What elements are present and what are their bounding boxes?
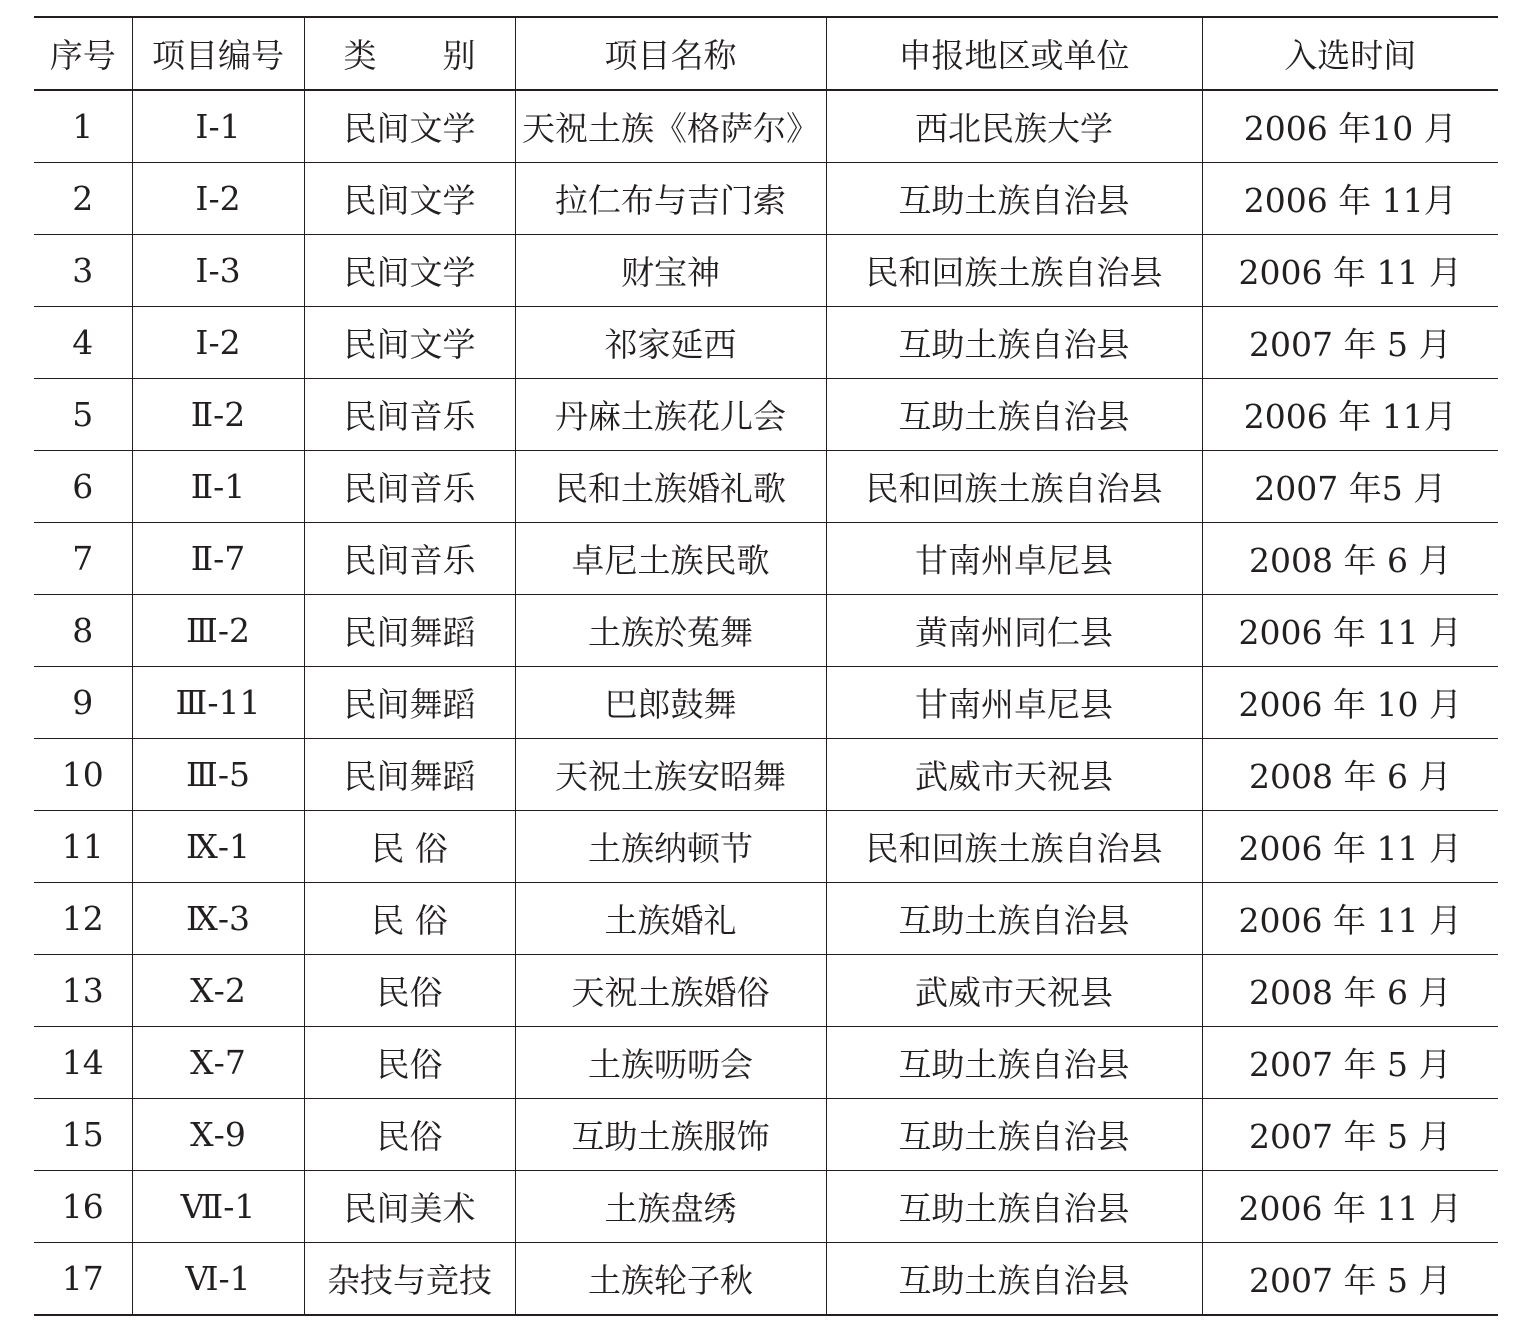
header-project-code: 项目编号	[132, 17, 304, 90]
cell-index: 14	[61, 1043, 104, 1082]
cell-region: 互助土族自治县	[826, 1171, 1202, 1243]
cell-project-code: Ⅸ-3	[132, 883, 304, 955]
header-project-name: 项目名称	[515, 17, 826, 90]
cell-index: 4	[72, 323, 94, 362]
cell-category: 民俗	[304, 1027, 515, 1099]
cell-project-name: 巴郎鼓舞	[515, 667, 826, 739]
table-row	[34, 1027, 1498, 1099]
cell-project-name: 互助土族服饰	[515, 1099, 826, 1171]
header-index: 序号	[49, 36, 116, 75]
cell-project-name: 土族轮子秋	[515, 1243, 826, 1316]
cell-project-code: Ⅹ-7	[132, 1027, 304, 1099]
cell-index: 15	[61, 1115, 104, 1154]
cell-index: 8	[72, 611, 94, 650]
cell-project-name: 土族盘绣	[515, 1171, 826, 1243]
header-row	[34, 17, 1498, 90]
cell-project-name: 卓尼土族民歌	[515, 523, 826, 595]
cell-category: 民间舞蹈	[304, 739, 515, 811]
table-header	[34, 17, 1498, 90]
cell-selection-date: 2008 年 6 月	[1202, 739, 1498, 811]
table-row	[34, 90, 1498, 163]
cell-selection-date: 2007 年 5 月	[1202, 1099, 1498, 1171]
cell-project-name: 天祝土族《格萨尔》	[515, 90, 826, 163]
cell-category: 民间文学	[304, 90, 515, 163]
table-row	[34, 1243, 1498, 1316]
cell-region: 武威市天祝县	[826, 955, 1202, 1027]
table-row	[34, 667, 1498, 739]
cell-selection-date: 2006 年 11 月	[1202, 235, 1498, 307]
cell-project-code: Ⅱ-1	[132, 451, 304, 523]
cell-project-name: 丹麻土族花儿会	[515, 379, 826, 451]
cell-region: 甘南州卓尼县	[826, 523, 1202, 595]
cell-selection-date: 2006 年 11月	[1202, 379, 1498, 451]
cell-region: 互助土族自治县	[826, 1243, 1202, 1316]
cell-project-code: Ⅲ-2	[132, 595, 304, 667]
table-row	[34, 739, 1498, 811]
cell-category: 民俗	[304, 1099, 515, 1171]
table-row	[34, 811, 1498, 883]
cell-selection-date: 2006 年 11 月	[1202, 883, 1498, 955]
cell-project-code: Ⅱ-2	[132, 379, 304, 451]
cell-region: 甘南州卓尼县	[826, 667, 1202, 739]
table-row	[34, 163, 1498, 235]
cell-project-code: Ⅰ-2	[132, 163, 304, 235]
cell-project-code: Ⅱ-7	[132, 523, 304, 595]
cell-category: 民 俗	[304, 883, 515, 955]
cell-category: 民间文学	[304, 163, 515, 235]
cell-category: 民间文学	[304, 307, 515, 379]
header-region: 申报地区或单位	[826, 17, 1202, 90]
cell-index: 12	[61, 899, 104, 938]
cell-index: 13	[61, 971, 104, 1010]
cell-region: 民和回族土族自治县	[826, 235, 1202, 307]
cell-selection-date: 2006 年 11 月	[1202, 595, 1498, 667]
cell-project-name: 土族婚礼	[515, 883, 826, 955]
cell-project-code: Ⅲ-11	[132, 667, 304, 739]
cell-region: 民和回族土族自治县	[826, 811, 1202, 883]
table-row	[34, 955, 1498, 1027]
cell-project-code: Ⅹ-9	[132, 1099, 304, 1171]
table-row	[34, 1171, 1498, 1243]
cell-project-name: 土族纳顿节	[515, 811, 826, 883]
cell-region: 互助土族自治县	[826, 379, 1202, 451]
cell-selection-date: 2007 年 5 月	[1202, 1243, 1498, 1316]
cell-index: 2	[72, 179, 94, 218]
cell-project-code: Ⅹ-2	[132, 955, 304, 1027]
table-row	[34, 883, 1498, 955]
cell-category: 民俗	[304, 955, 515, 1027]
cell-selection-date: 2008 年 6 月	[1202, 523, 1498, 595]
cell-selection-date: 2006 年 10 月	[1202, 667, 1498, 739]
header-category: 类 别	[304, 17, 515, 90]
cell-project-code: Ⅶ-1	[132, 1171, 304, 1243]
cell-region: 互助土族自治县	[826, 1099, 1202, 1171]
cell-index: 3	[72, 251, 94, 290]
cell-category: 民间美术	[304, 1171, 515, 1243]
table-body	[34, 90, 1498, 1315]
cell-project-name: 天祝土族婚俗	[515, 955, 826, 1027]
table-row	[34, 595, 1498, 667]
cell-category: 民间音乐	[304, 379, 515, 451]
cell-project-code: Ⅰ-2	[132, 307, 304, 379]
cell-category: 民间音乐	[304, 523, 515, 595]
cell-project-code: Ⅰ-1	[132, 90, 304, 163]
table-row	[34, 451, 1498, 523]
cell-project-name: 天祝土族安昭舞	[515, 739, 826, 811]
cell-category: 民间音乐	[304, 451, 515, 523]
cell-project-name: 祁家延西	[515, 307, 826, 379]
cell-region: 互助土族自治县	[826, 883, 1202, 955]
cell-region: 民和回族土族自治县	[826, 451, 1202, 523]
cell-project-code: Ⅵ-1	[132, 1243, 304, 1316]
cell-selection-date: 2006 年 11 月	[1202, 1171, 1498, 1243]
cell-selection-date: 2007 年5 月	[1202, 451, 1498, 523]
table-row	[34, 379, 1498, 451]
cell-index: 17	[61, 1259, 104, 1298]
cell-project-code: Ⅸ-1	[132, 811, 304, 883]
cell-category: 杂技与竞技	[304, 1243, 515, 1316]
cell-index: 1	[72, 107, 94, 146]
cell-project-name: 拉仁布与吉门索	[515, 163, 826, 235]
cell-category: 民 俗	[304, 811, 515, 883]
cell-project-name: 土族呖呖会	[515, 1027, 826, 1099]
cell-project-name: 土族於菟舞	[515, 595, 826, 667]
cell-region: 武威市天祝县	[826, 739, 1202, 811]
cell-project-code: Ⅰ-3	[132, 235, 304, 307]
cell-project-name: 财宝神	[515, 235, 826, 307]
cell-index: 16	[61, 1187, 104, 1226]
cell-region: 西北民族大学	[826, 90, 1202, 163]
cell-region: 互助土族自治县	[826, 163, 1202, 235]
cell-index: 7	[72, 539, 94, 578]
cell-selection-date: 2006 年 11 月	[1202, 811, 1498, 883]
header-selection-date: 入选时间	[1202, 17, 1498, 90]
cell-project-code: Ⅲ-5	[132, 739, 304, 811]
cell-region: 黄南州同仁县	[826, 595, 1202, 667]
cell-selection-date: 2006 年10 月	[1202, 90, 1498, 163]
cell-index: 9	[72, 683, 94, 722]
cell-index: 5	[72, 395, 94, 434]
table-row	[34, 523, 1498, 595]
table-row	[34, 235, 1498, 307]
heritage-projects-table	[34, 16, 1498, 1316]
cell-region: 互助土族自治县	[826, 307, 1202, 379]
cell-index: 11	[61, 827, 104, 866]
cell-index: 10	[61, 755, 104, 794]
table-row	[34, 1099, 1498, 1171]
cell-selection-date: 2008 年 6 月	[1202, 955, 1498, 1027]
cell-selection-date: 2006 年 11月	[1202, 163, 1498, 235]
cell-selection-date: 2007 年 5 月	[1202, 1027, 1498, 1099]
cell-region: 互助土族自治县	[826, 1027, 1202, 1099]
cell-index: 6	[72, 467, 94, 506]
table-row	[34, 307, 1498, 379]
cell-category: 民间文学	[304, 235, 515, 307]
cell-category: 民间舞蹈	[304, 595, 515, 667]
cell-project-name: 民和土族婚礼歌	[515, 451, 826, 523]
cell-selection-date: 2007 年 5 月	[1202, 307, 1498, 379]
cell-category: 民间舞蹈	[304, 667, 515, 739]
